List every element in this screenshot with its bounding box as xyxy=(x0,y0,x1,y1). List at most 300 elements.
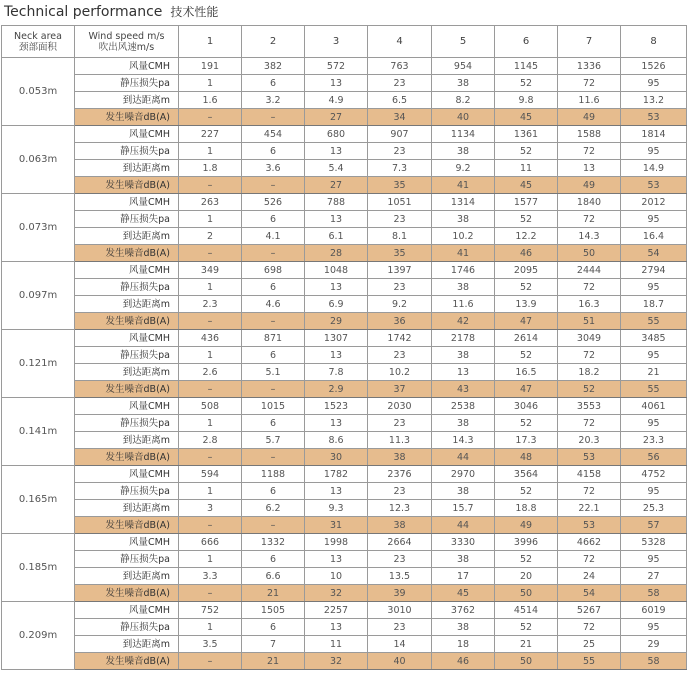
row-label-flow: 风量CMH xyxy=(75,126,179,143)
noise-value-cell: 40 xyxy=(368,653,432,670)
table-row xyxy=(2,347,687,364)
flow-value-cell: 1840 xyxy=(558,194,621,211)
flow-value-cell: 3010 xyxy=(368,602,432,619)
distance-value-cell: 9.3 xyxy=(305,500,368,517)
pressure-value-cell: 72 xyxy=(558,619,621,636)
distance-value-cell: 11.6 xyxy=(432,296,495,313)
neck-area-cell: 0.097m xyxy=(2,262,75,330)
table-row xyxy=(2,364,687,381)
flow-value-cell: 1588 xyxy=(558,126,621,143)
pressure-value-cell: 6 xyxy=(242,619,305,636)
noise-value-cell: 35 xyxy=(368,177,432,194)
noise-value-cell: 45 xyxy=(495,177,558,194)
speed-col-header: 2 xyxy=(242,26,305,58)
row-label-flow: 风量CMH xyxy=(75,330,179,347)
title-zh: 技术性能 xyxy=(170,5,219,19)
flow-value-cell: 907 xyxy=(368,126,432,143)
noise-value-cell: – xyxy=(179,245,242,262)
distance-value-cell: 13.5 xyxy=(368,568,432,585)
distance-value-cell: 6.2 xyxy=(242,500,305,517)
pressure-value-cell: 13 xyxy=(305,415,368,432)
distance-value-cell: 3 xyxy=(179,500,242,517)
distance-value-cell: 2 xyxy=(179,228,242,245)
flow-value-cell: 752 xyxy=(179,602,242,619)
flow-value-cell: 382 xyxy=(242,58,305,75)
flow-value-cell: 3553 xyxy=(558,398,621,415)
distance-value-cell: 7 xyxy=(242,636,305,653)
pressure-value-cell: 13 xyxy=(305,211,368,228)
flow-value-cell: 1048 xyxy=(305,262,368,279)
row-label-flow: 风量CMH xyxy=(75,602,179,619)
pressure-value-cell: 13 xyxy=(305,75,368,92)
distance-value-cell: 11.3 xyxy=(368,432,432,449)
row-label-flow: 风量CMH xyxy=(75,194,179,211)
noise-value-cell: 27 xyxy=(305,109,368,126)
pressure-value-cell: 72 xyxy=(558,551,621,568)
pressure-value-cell: 72 xyxy=(558,75,621,92)
pressure-value-cell: 38 xyxy=(432,211,495,228)
title-en: Technical performance xyxy=(4,4,163,20)
table-row xyxy=(2,92,687,109)
flow-value-cell: 4662 xyxy=(558,534,621,551)
speed-col-header: 7 xyxy=(558,26,621,58)
noise-value-cell: – xyxy=(179,653,242,670)
pressure-value-cell: 6 xyxy=(242,483,305,500)
pressure-value-cell: 38 xyxy=(432,551,495,568)
flow-value-cell: 5267 xyxy=(558,602,621,619)
distance-value-cell: 9.2 xyxy=(432,160,495,177)
distance-value-cell: 25 xyxy=(558,636,621,653)
distance-value-cell: 15.7 xyxy=(432,500,495,517)
neck-area-cell: 0.141m xyxy=(2,398,75,466)
noise-value-cell: 44 xyxy=(432,517,495,534)
flow-value-cell: 2376 xyxy=(368,466,432,483)
noise-value-cell: 53 xyxy=(558,517,621,534)
noise-value-cell: – xyxy=(242,449,305,466)
noise-value-cell: 38 xyxy=(368,517,432,534)
flow-value-cell: 4514 xyxy=(495,602,558,619)
pressure-value-cell: 38 xyxy=(432,75,495,92)
table-row xyxy=(2,449,687,466)
pressure-value-cell: 1 xyxy=(179,75,242,92)
row-label-distance: 到达距离m xyxy=(75,500,179,517)
noise-value-cell: 32 xyxy=(305,585,368,602)
noise-value-cell: 53 xyxy=(621,109,687,126)
table-row xyxy=(2,160,687,177)
table-row xyxy=(2,330,687,347)
distance-value-cell: 22.1 xyxy=(558,500,621,517)
distance-value-cell: 1.6 xyxy=(179,92,242,109)
noise-value-cell: – xyxy=(179,585,242,602)
distance-value-cell: 6.5 xyxy=(368,92,432,109)
performance-table xyxy=(1,25,687,670)
distance-value-cell: 10 xyxy=(305,568,368,585)
flow-value-cell: 954 xyxy=(432,58,495,75)
row-label-pressure: 静压损失pa xyxy=(75,75,179,92)
row-label-pressure: 静压损失pa xyxy=(75,143,179,160)
pressure-value-cell: 52 xyxy=(495,415,558,432)
pressure-value-cell: 52 xyxy=(495,619,558,636)
noise-value-cell: 36 xyxy=(368,313,432,330)
pressure-value-cell: 38 xyxy=(432,483,495,500)
flow-value-cell: 1814 xyxy=(621,126,687,143)
flow-value-cell: 1397 xyxy=(368,262,432,279)
table-row xyxy=(2,466,687,483)
neck-area-header xyxy=(2,26,75,58)
flow-value-cell: 454 xyxy=(242,126,305,143)
distance-value-cell: 21 xyxy=(495,636,558,653)
speed-col-header: 5 xyxy=(432,26,495,58)
flow-value-cell: 1336 xyxy=(558,58,621,75)
table-row xyxy=(2,245,687,262)
row-label-pressure: 静压损失pa xyxy=(75,415,179,432)
row-label-distance: 到达距离m xyxy=(75,432,179,449)
noise-value-cell: 46 xyxy=(432,653,495,670)
row-label-flow: 风量CMH xyxy=(75,466,179,483)
flow-value-cell: 763 xyxy=(368,58,432,75)
noise-value-cell: 48 xyxy=(495,449,558,466)
row-label-distance: 到达距离m xyxy=(75,364,179,381)
distance-value-cell: 18.7 xyxy=(621,296,687,313)
pressure-value-cell: 1 xyxy=(179,143,242,160)
noise-value-cell: 31 xyxy=(305,517,368,534)
pressure-value-cell: 95 xyxy=(621,279,687,296)
distance-value-cell: 8.1 xyxy=(368,228,432,245)
distance-value-cell: 8.2 xyxy=(432,92,495,109)
noise-value-cell: 39 xyxy=(368,585,432,602)
distance-value-cell: 13 xyxy=(432,364,495,381)
distance-value-cell: 25.3 xyxy=(621,500,687,517)
distance-value-cell: 6.1 xyxy=(305,228,368,245)
pressure-value-cell: 72 xyxy=(558,347,621,364)
table-row xyxy=(2,313,687,330)
noise-value-cell: – xyxy=(242,517,305,534)
table-row xyxy=(2,636,687,653)
table-row xyxy=(2,296,687,313)
noise-value-cell: 2.9 xyxy=(305,381,368,398)
table-row xyxy=(2,500,687,517)
flow-value-cell: 4061 xyxy=(621,398,687,415)
row-label-noise: 发生噪音dB(A) xyxy=(75,313,179,330)
flow-value-cell: 1314 xyxy=(432,194,495,211)
distance-value-cell: 17.3 xyxy=(495,432,558,449)
row-label-noise: 发生噪音dB(A) xyxy=(75,517,179,534)
noise-value-cell: – xyxy=(179,449,242,466)
noise-value-cell: 35 xyxy=(368,245,432,262)
row-label-noise: 发生噪音dB(A) xyxy=(75,653,179,670)
noise-value-cell: 49 xyxy=(558,177,621,194)
pressure-value-cell: 23 xyxy=(368,211,432,228)
noise-value-cell: 49 xyxy=(558,109,621,126)
pressure-value-cell: 1 xyxy=(179,619,242,636)
neck-area-cell: 0.209m xyxy=(2,602,75,670)
noise-value-cell: 45 xyxy=(432,585,495,602)
distance-value-cell: 13 xyxy=(558,160,621,177)
speed-col-header: 6 xyxy=(495,26,558,58)
pressure-value-cell: 72 xyxy=(558,143,621,160)
row-label-distance: 到达距离m xyxy=(75,568,179,585)
table-row xyxy=(2,432,687,449)
flow-value-cell: 666 xyxy=(179,534,242,551)
flow-value-cell: 6019 xyxy=(621,602,687,619)
row-label-pressure: 静压损失pa xyxy=(75,619,179,636)
flow-value-cell: 191 xyxy=(179,58,242,75)
flow-value-cell: 2614 xyxy=(495,330,558,347)
distance-value-cell: 18.8 xyxy=(495,500,558,517)
noise-value-cell: 55 xyxy=(558,653,621,670)
flow-value-cell: 1361 xyxy=(495,126,558,143)
table-row xyxy=(2,619,687,636)
pressure-value-cell: 6 xyxy=(242,415,305,432)
distance-value-cell: 16.3 xyxy=(558,296,621,313)
pressure-value-cell: 23 xyxy=(368,551,432,568)
distance-value-cell: 7.3 xyxy=(368,160,432,177)
distance-value-cell: 10.2 xyxy=(368,364,432,381)
distance-value-cell: 14.3 xyxy=(432,432,495,449)
noise-value-cell: – xyxy=(242,177,305,194)
pressure-value-cell: 23 xyxy=(368,75,432,92)
pressure-value-cell: 13 xyxy=(305,483,368,500)
distance-value-cell: 14 xyxy=(368,636,432,653)
pressure-value-cell: 13 xyxy=(305,347,368,364)
noise-value-cell: 27 xyxy=(305,177,368,194)
noise-value-cell: 55 xyxy=(621,381,687,398)
flow-value-cell: 2538 xyxy=(432,398,495,415)
distance-value-cell: 27 xyxy=(621,568,687,585)
row-label-noise: 发生噪音dB(A) xyxy=(75,585,179,602)
noise-value-cell: 45 xyxy=(495,109,558,126)
noise-value-cell: 42 xyxy=(432,313,495,330)
distance-value-cell: 13.2 xyxy=(621,92,687,109)
table-row xyxy=(2,398,687,415)
noise-value-cell: 50 xyxy=(495,585,558,602)
flow-value-cell: 5328 xyxy=(621,534,687,551)
distance-value-cell: 12.3 xyxy=(368,500,432,517)
distance-value-cell: 2.8 xyxy=(179,432,242,449)
noise-value-cell: 54 xyxy=(558,585,621,602)
neck-area-cell: 0.185m xyxy=(2,534,75,602)
noise-value-cell: – xyxy=(242,381,305,398)
pressure-value-cell: 6 xyxy=(242,347,305,364)
neck-area-cell: 0.165m xyxy=(2,466,75,534)
pressure-value-cell: 23 xyxy=(368,143,432,160)
row-label-pressure: 静压损失pa xyxy=(75,211,179,228)
distance-value-cell: 16.4 xyxy=(621,228,687,245)
noise-value-cell: – xyxy=(242,245,305,262)
flow-value-cell: 2664 xyxy=(368,534,432,551)
pressure-value-cell: 95 xyxy=(621,211,687,228)
table-row xyxy=(2,211,687,228)
noise-value-cell: 51 xyxy=(558,313,621,330)
distance-value-cell: 4.1 xyxy=(242,228,305,245)
flow-value-cell: 1742 xyxy=(368,330,432,347)
flow-value-cell: 4158 xyxy=(558,466,621,483)
row-label-noise: 发生噪音dB(A) xyxy=(75,449,179,466)
distance-value-cell: 14.3 xyxy=(558,228,621,245)
flow-value-cell: 263 xyxy=(179,194,242,211)
distance-value-cell: 9.2 xyxy=(368,296,432,313)
flow-value-cell: 698 xyxy=(242,262,305,279)
noise-value-cell: 47 xyxy=(495,313,558,330)
speed-col-header: 8 xyxy=(621,26,687,58)
table-row xyxy=(2,415,687,432)
speed-col-header: 4 xyxy=(368,26,432,58)
noise-value-cell: 38 xyxy=(368,449,432,466)
noise-value-cell: 43 xyxy=(432,381,495,398)
pressure-value-cell: 6 xyxy=(242,551,305,568)
distance-value-cell: 11 xyxy=(305,636,368,653)
pressure-value-cell: 6 xyxy=(242,279,305,296)
table-row xyxy=(2,585,687,602)
neck-area-cell: 0.121m xyxy=(2,330,75,398)
distance-value-cell: 7.8 xyxy=(305,364,368,381)
flow-value-cell: 788 xyxy=(305,194,368,211)
neck-area-cell: 0.053m xyxy=(2,58,75,126)
table-row xyxy=(2,653,687,670)
pressure-value-cell: 13 xyxy=(305,143,368,160)
flow-value-cell: 1134 xyxy=(432,126,495,143)
pressure-value-cell: 1 xyxy=(179,279,242,296)
speed-header-en: Wind speed m/s xyxy=(88,30,165,42)
pressure-value-cell: 13 xyxy=(305,551,368,568)
row-label-noise: 发生噪音dB(A) xyxy=(75,109,179,126)
flow-value-cell: 3762 xyxy=(432,602,495,619)
flow-value-cell: 2444 xyxy=(558,262,621,279)
flow-value-cell: 3485 xyxy=(621,330,687,347)
distance-value-cell: 11.6 xyxy=(558,92,621,109)
table-row xyxy=(2,551,687,568)
pressure-value-cell: 72 xyxy=(558,279,621,296)
pressure-value-cell: 38 xyxy=(432,415,495,432)
flow-value-cell: 2794 xyxy=(621,262,687,279)
row-label-flow: 风量CMH xyxy=(75,534,179,551)
table-row xyxy=(2,517,687,534)
row-label-noise: 发生噪音dB(A) xyxy=(75,245,179,262)
table-row xyxy=(2,143,687,160)
pressure-value-cell: 1 xyxy=(179,211,242,228)
flow-value-cell: 436 xyxy=(179,330,242,347)
distance-value-cell: 18 xyxy=(432,636,495,653)
pressure-value-cell: 72 xyxy=(558,415,621,432)
flow-value-cell: 3564 xyxy=(495,466,558,483)
distance-value-cell: 21 xyxy=(621,364,687,381)
pressure-value-cell: 52 xyxy=(495,551,558,568)
noise-value-cell: 58 xyxy=(621,653,687,670)
noise-value-cell: 28 xyxy=(305,245,368,262)
noise-value-cell: 34 xyxy=(368,109,432,126)
pressure-value-cell: 38 xyxy=(432,619,495,636)
header-row xyxy=(2,26,687,58)
flow-value-cell: 1526 xyxy=(621,58,687,75)
flow-value-cell: 2095 xyxy=(495,262,558,279)
table-row xyxy=(2,58,687,75)
row-label-pressure: 静压损失pa xyxy=(75,279,179,296)
pressure-value-cell: 95 xyxy=(621,75,687,92)
distance-value-cell: 23.3 xyxy=(621,432,687,449)
pressure-value-cell: 52 xyxy=(495,211,558,228)
flow-value-cell: 1332 xyxy=(242,534,305,551)
document-title xyxy=(4,3,218,23)
flow-value-cell: 2178 xyxy=(432,330,495,347)
pressure-value-cell: 52 xyxy=(495,483,558,500)
distance-value-cell: 14.9 xyxy=(621,160,687,177)
pressure-value-cell: 72 xyxy=(558,483,621,500)
noise-value-cell: 53 xyxy=(621,177,687,194)
pressure-value-cell: 38 xyxy=(432,143,495,160)
distance-value-cell: 2.6 xyxy=(179,364,242,381)
pressure-value-cell: 23 xyxy=(368,347,432,364)
neck-header-en: Neck area xyxy=(14,30,62,42)
row-label-distance: 到达距离m xyxy=(75,160,179,177)
pressure-value-cell: 23 xyxy=(368,483,432,500)
distance-value-cell: 4.6 xyxy=(242,296,305,313)
pressure-value-cell: 52 xyxy=(495,75,558,92)
flow-value-cell: 2970 xyxy=(432,466,495,483)
flow-value-cell: 227 xyxy=(179,126,242,143)
noise-value-cell: 58 xyxy=(621,585,687,602)
distance-value-cell: 5.4 xyxy=(305,160,368,177)
row-label-pressure: 静压损失pa xyxy=(75,483,179,500)
distance-value-cell: 4.9 xyxy=(305,92,368,109)
noise-value-cell: – xyxy=(179,517,242,534)
flow-value-cell: 508 xyxy=(179,398,242,415)
flow-value-cell: 2257 xyxy=(305,602,368,619)
noise-value-cell: 41 xyxy=(432,177,495,194)
flow-value-cell: 1577 xyxy=(495,194,558,211)
noise-value-cell: 56 xyxy=(621,449,687,466)
row-label-flow: 风量CMH xyxy=(75,398,179,415)
noise-value-cell: 55 xyxy=(621,313,687,330)
pressure-value-cell: 52 xyxy=(495,143,558,160)
noise-value-cell: 46 xyxy=(495,245,558,262)
noise-value-cell: 37 xyxy=(368,381,432,398)
flow-value-cell: 2012 xyxy=(621,194,687,211)
noise-value-cell: 44 xyxy=(432,449,495,466)
distance-value-cell: 12.2 xyxy=(495,228,558,245)
flow-value-cell: 594 xyxy=(179,466,242,483)
table-row xyxy=(2,279,687,296)
flow-value-cell: 1307 xyxy=(305,330,368,347)
distance-value-cell: 13.9 xyxy=(495,296,558,313)
table-row xyxy=(2,126,687,143)
flow-value-cell: 3046 xyxy=(495,398,558,415)
neck-area-cell: 0.073m xyxy=(2,194,75,262)
flow-value-cell: 680 xyxy=(305,126,368,143)
table-row xyxy=(2,381,687,398)
noise-value-cell: 53 xyxy=(558,449,621,466)
pressure-value-cell: 95 xyxy=(621,619,687,636)
pressure-value-cell: 6 xyxy=(242,75,305,92)
table-row xyxy=(2,194,687,211)
noise-value-cell: 40 xyxy=(432,109,495,126)
distance-value-cell: 6.9 xyxy=(305,296,368,313)
distance-value-cell: 20 xyxy=(495,568,558,585)
distance-value-cell: 6.6 xyxy=(242,568,305,585)
flow-value-cell: 3996 xyxy=(495,534,558,551)
noise-value-cell: 29 xyxy=(305,313,368,330)
noise-value-cell: – xyxy=(179,313,242,330)
noise-value-cell: 21 xyxy=(242,653,305,670)
distance-value-cell: 8.6 xyxy=(305,432,368,449)
table-row xyxy=(2,75,687,92)
speed-col-header: 3 xyxy=(305,26,368,58)
flow-value-cell: 1746 xyxy=(432,262,495,279)
flow-value-cell: 871 xyxy=(242,330,305,347)
flow-value-cell: 1188 xyxy=(242,466,305,483)
table-row xyxy=(2,228,687,245)
noise-value-cell: – xyxy=(179,177,242,194)
table-row xyxy=(2,109,687,126)
